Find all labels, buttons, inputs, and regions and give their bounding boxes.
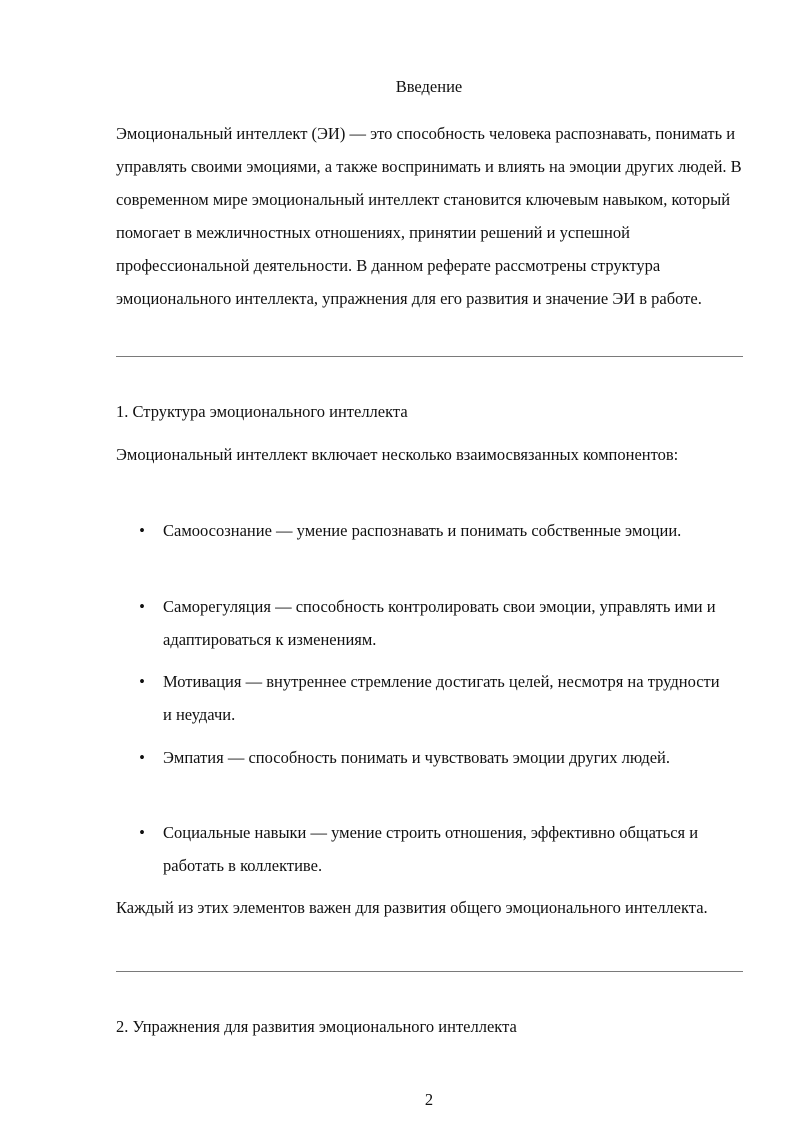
page-number: 2 [424,1090,434,1109]
list-item-text: Социальные навыки — умение строить отношения, эффективно общаться и работать в коллективе. [163,823,699,875]
intro-paragraph: Эмоциональный интеллект (ЭИ) — это способность человека распознавать, понимать и управлять своими эмоциями, а также воспринимать и влиять на эмоции других людей. В современном мире эмоциональный интеллект становится ключевым навыком, который помогает в межличностных отношениях, принятии решений и успешной профессиональной деятельности. В данном реферате рассмотрены структура эмоционального интеллекта, упражнения для его развития и значение ЭИ в работе. [116,124,742,308]
section-2-heading: 2. Упражнения для развития эмоционального интеллекта [116,1017,517,1036]
list-item-text: Эмпатия — способность понимать и чувствовать эмоции других людей. [163,748,671,767]
section-divider [116,356,743,357]
intro-title: Введение [395,77,463,96]
section-1-heading: 1. Структура эмоционального интеллекта [116,402,408,421]
bullet-icon: • [139,672,145,691]
section-1-lead: Эмоциональный интеллект включает несколько взаимосвязанных компонентов: [116,445,679,464]
list-item-text: Саморегуляция — способность контролировать свои эмоции, управлять ими и адаптироваться к изменениям. [163,597,716,649]
list-item-text: Самоосознание — умение распознавать и понимать собственные эмоции. [163,521,682,540]
section-1-conclusion: Каждый из этих элементов важен для развития общего эмоционального интеллекта. [116,898,708,917]
bullet-icon: • [139,521,145,540]
list-item-text: Мотивация — внутреннее стремление достигать целей, несмотря на трудности и неудачи. [163,672,720,724]
section-divider [116,971,743,972]
bullet-icon: • [139,597,145,616]
bullet-icon: • [139,748,145,767]
bullet-icon: • [139,823,145,842]
